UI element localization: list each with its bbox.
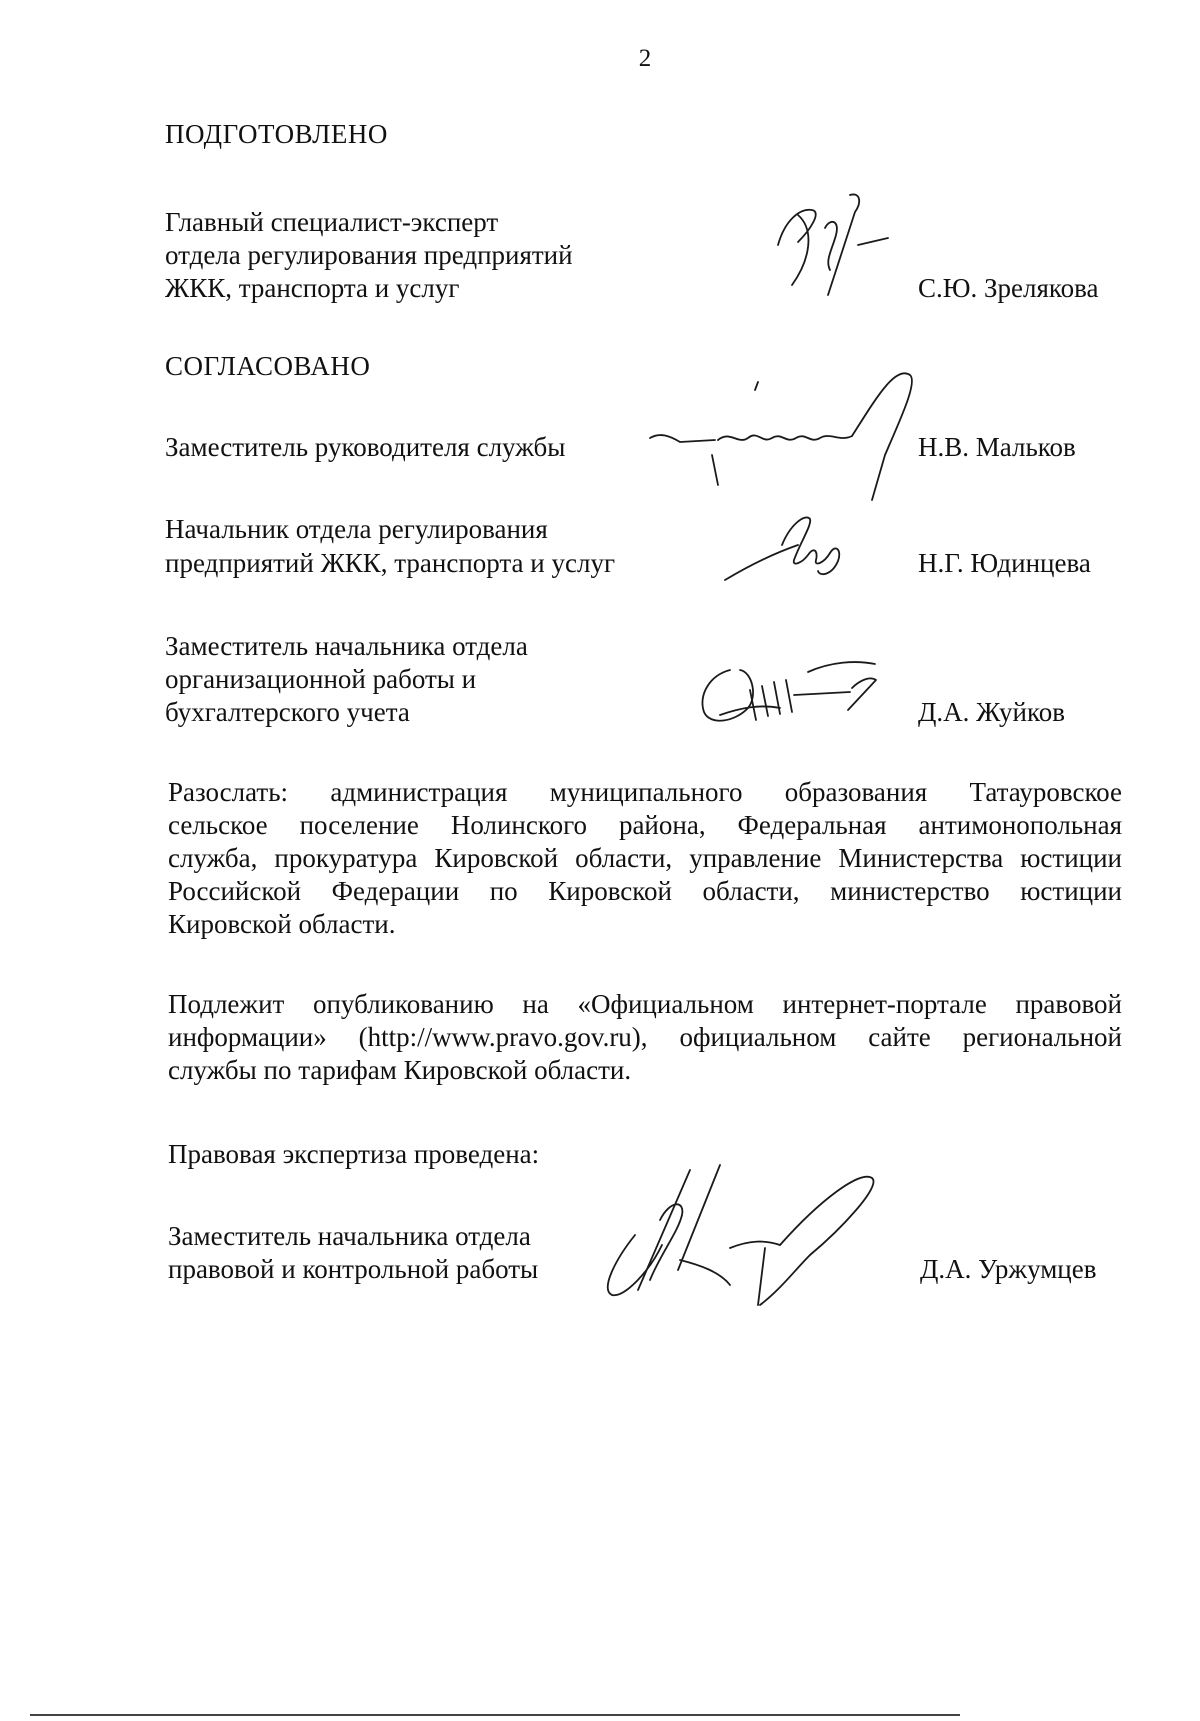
- signature-zhuykov: [690, 650, 920, 740]
- publication-paragraph: [168, 988, 1122, 1087]
- legal-review-position-line: правовой и контрольной работы: [168, 1254, 539, 1284]
- agreed-position-line: Заместитель руководителя службы: [165, 432, 566, 462]
- agreed-position-line: Начальник отдела регулирования: [165, 514, 548, 544]
- signature-zrelyakova: [770, 190, 920, 300]
- prepared-position-line: отдела регулирования предприятий: [165, 240, 573, 270]
- publication-line: информации» (http://www.pravo.gov.ru), официальном сайте региональной: [168, 1022, 1122, 1052]
- agreed-signer-name: Н.В. Мальков: [918, 432, 1076, 462]
- distribution-line: сельское поселение Нолинского района, Федеральная антимонопольная: [168, 810, 1122, 840]
- distribution-line: Кировской области.: [168, 909, 396, 939]
- agreed-signer-name: Н.Г. Юдинцева: [918, 548, 1091, 578]
- signature-malkov: [640, 360, 960, 510]
- scan-edge-line: [30, 1714, 960, 1716]
- legal-review-signer-name: Д.А. Уржумцев: [920, 1254, 1097, 1284]
- agreed-position-line: Заместитель начальника отдела: [165, 631, 528, 661]
- signature-urzhumtsev: [590, 1160, 900, 1310]
- legal-review-position-line: Заместитель начальника отдела: [168, 1221, 531, 1251]
- distribution-line: служба, прокуратура Кировской области, управление Министерства юстиции: [168, 843, 1122, 873]
- agreed-position-line: предприятий ЖКК, транспорта и услуг: [165, 548, 616, 578]
- page-number: 2: [638, 45, 652, 72]
- distribution-paragraph: [168, 776, 1122, 941]
- prepared-signer-name: С.Ю. Зрелякова: [918, 273, 1099, 303]
- agreed-position-line: бухгалтерского учета: [165, 697, 410, 727]
- signature-yudintseva: [720, 505, 860, 595]
- distribution-line: Разослать: администрация муниципального образования Татауровское: [168, 777, 1122, 807]
- publication-line: Подлежит опубликованию на «Официальном интернет-портале правовой: [168, 989, 1122, 1019]
- prepared-position-line: ЖКК, транспорта и услуг: [165, 273, 460, 303]
- publication-line: службы по тарифам Кировской области.: [168, 1055, 632, 1085]
- distribution-line: Российской Федерации по Кировской области, министерство юстиции: [168, 876, 1122, 906]
- agreed-signer-name: Д.А. Жуйков: [918, 697, 1065, 727]
- agreed-heading: СОГЛАСОВАНО: [165, 351, 371, 381]
- prepared-position-line: Главный специалист-эксперт: [165, 207, 499, 237]
- prepared-heading: ПОДГОТОВЛЕНО: [165, 119, 388, 149]
- legal-review-heading: Правовая экспертиза проведена:: [168, 1139, 540, 1169]
- agreed-position-line: организационной работы и: [165, 664, 477, 694]
